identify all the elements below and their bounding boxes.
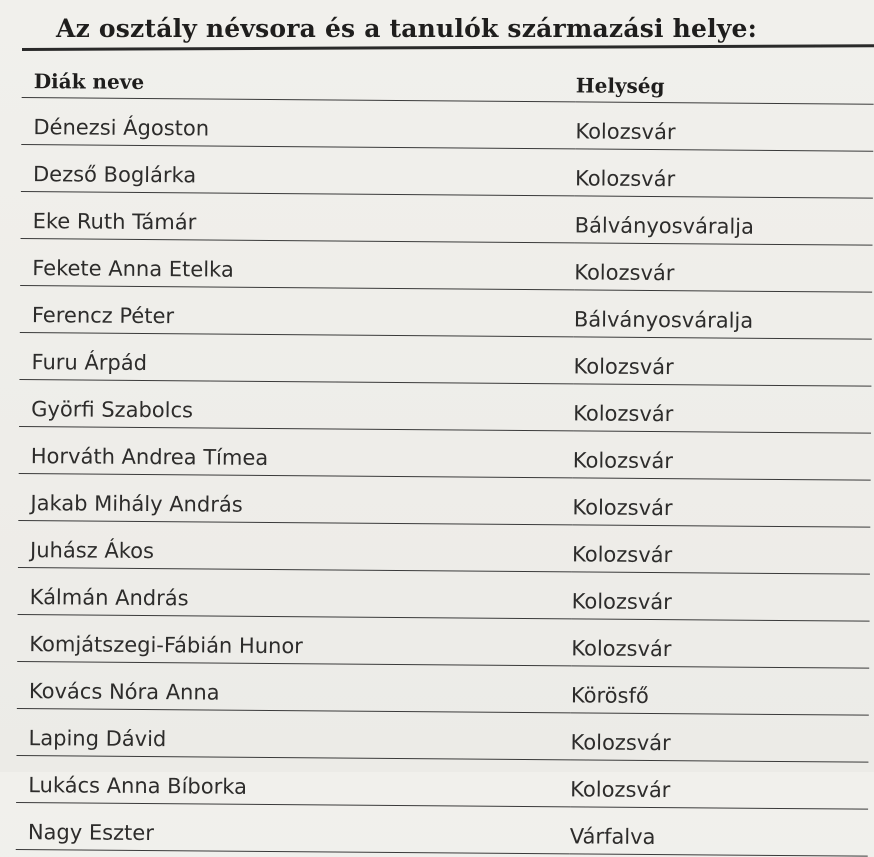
student-name-cell: Kálmán András <box>18 567 572 618</box>
place-cell: Kolozsvár <box>574 243 872 292</box>
table-row <box>17 661 869 715</box>
place-cell: Kolozsvár <box>570 713 868 762</box>
table-row <box>17 614 869 668</box>
table-row <box>20 238 872 292</box>
place-cell: Kolozsvár <box>575 102 873 151</box>
student-name-cell: Lukács Anna Bíborka <box>16 755 570 806</box>
student-name-cell: Nagy Eszter <box>16 802 570 853</box>
student-name-cell: Furu Árpád <box>19 332 573 383</box>
table-row <box>19 379 871 433</box>
table-header-row <box>22 52 874 104</box>
place-cell: Bálványosváralja <box>574 290 872 339</box>
place-cell: Kolozsvár <box>570 760 868 809</box>
place-cell: Kolozsvár <box>573 384 871 433</box>
student-name-cell: Dezső Boglárka <box>21 144 575 195</box>
student-name-cell: Jakab Mihály András <box>18 473 572 524</box>
place-cell: Kolozsvár <box>572 525 870 574</box>
table-row <box>18 473 870 527</box>
table-row <box>18 567 870 621</box>
student-name-cell: Ferencz Péter <box>20 285 574 336</box>
table-row <box>21 144 873 198</box>
student-name-cell: Kovács Nóra Anna <box>17 661 571 712</box>
roster-table <box>16 52 874 857</box>
table-row <box>19 426 871 480</box>
table-row <box>16 802 868 856</box>
place-cell: Bálványosváralja <box>575 196 873 245</box>
table-row <box>21 191 873 245</box>
student-name-cell: Laping Dávid <box>16 708 570 759</box>
place-cell: Kolozsvár <box>572 572 870 621</box>
roster-body <box>16 97 874 856</box>
student-name-cell: Juhász Ákos <box>18 520 572 571</box>
place-cell: Kolozsvár <box>575 149 873 198</box>
title-rule <box>22 44 874 51</box>
student-name-cell: Horváth Andrea Tímea <box>19 426 573 477</box>
place-cell: Kolozsvár <box>573 431 871 480</box>
place-cell: Kolozsvár <box>572 478 870 527</box>
header-name: Diák neve <box>22 52 576 102</box>
place-cell: Körösfő <box>571 666 869 715</box>
place-cell: Várfalva <box>570 807 868 856</box>
table-row <box>16 755 868 809</box>
table-row <box>21 97 873 151</box>
student-name-cell: Fekete Anna Etelka <box>20 238 574 289</box>
table-row <box>18 520 870 574</box>
student-name-cell: Komjátszegi-Fábián Hunor <box>17 614 571 665</box>
table-row <box>16 708 868 762</box>
student-name-cell: Dénezsi Ágoston <box>21 97 575 148</box>
table-row <box>19 332 871 386</box>
place-cell: Kolozsvár <box>571 619 869 668</box>
table-row <box>20 285 872 339</box>
header-place: Helység <box>576 56 874 104</box>
student-name-cell: Györfi Szabolcs <box>19 379 573 430</box>
place-cell: Kolozsvár <box>573 337 871 386</box>
page-title: Az osztály névsora és a tanulók származási helye: <box>56 14 758 43</box>
student-name-cell: Eke Ruth Támár <box>21 191 575 242</box>
